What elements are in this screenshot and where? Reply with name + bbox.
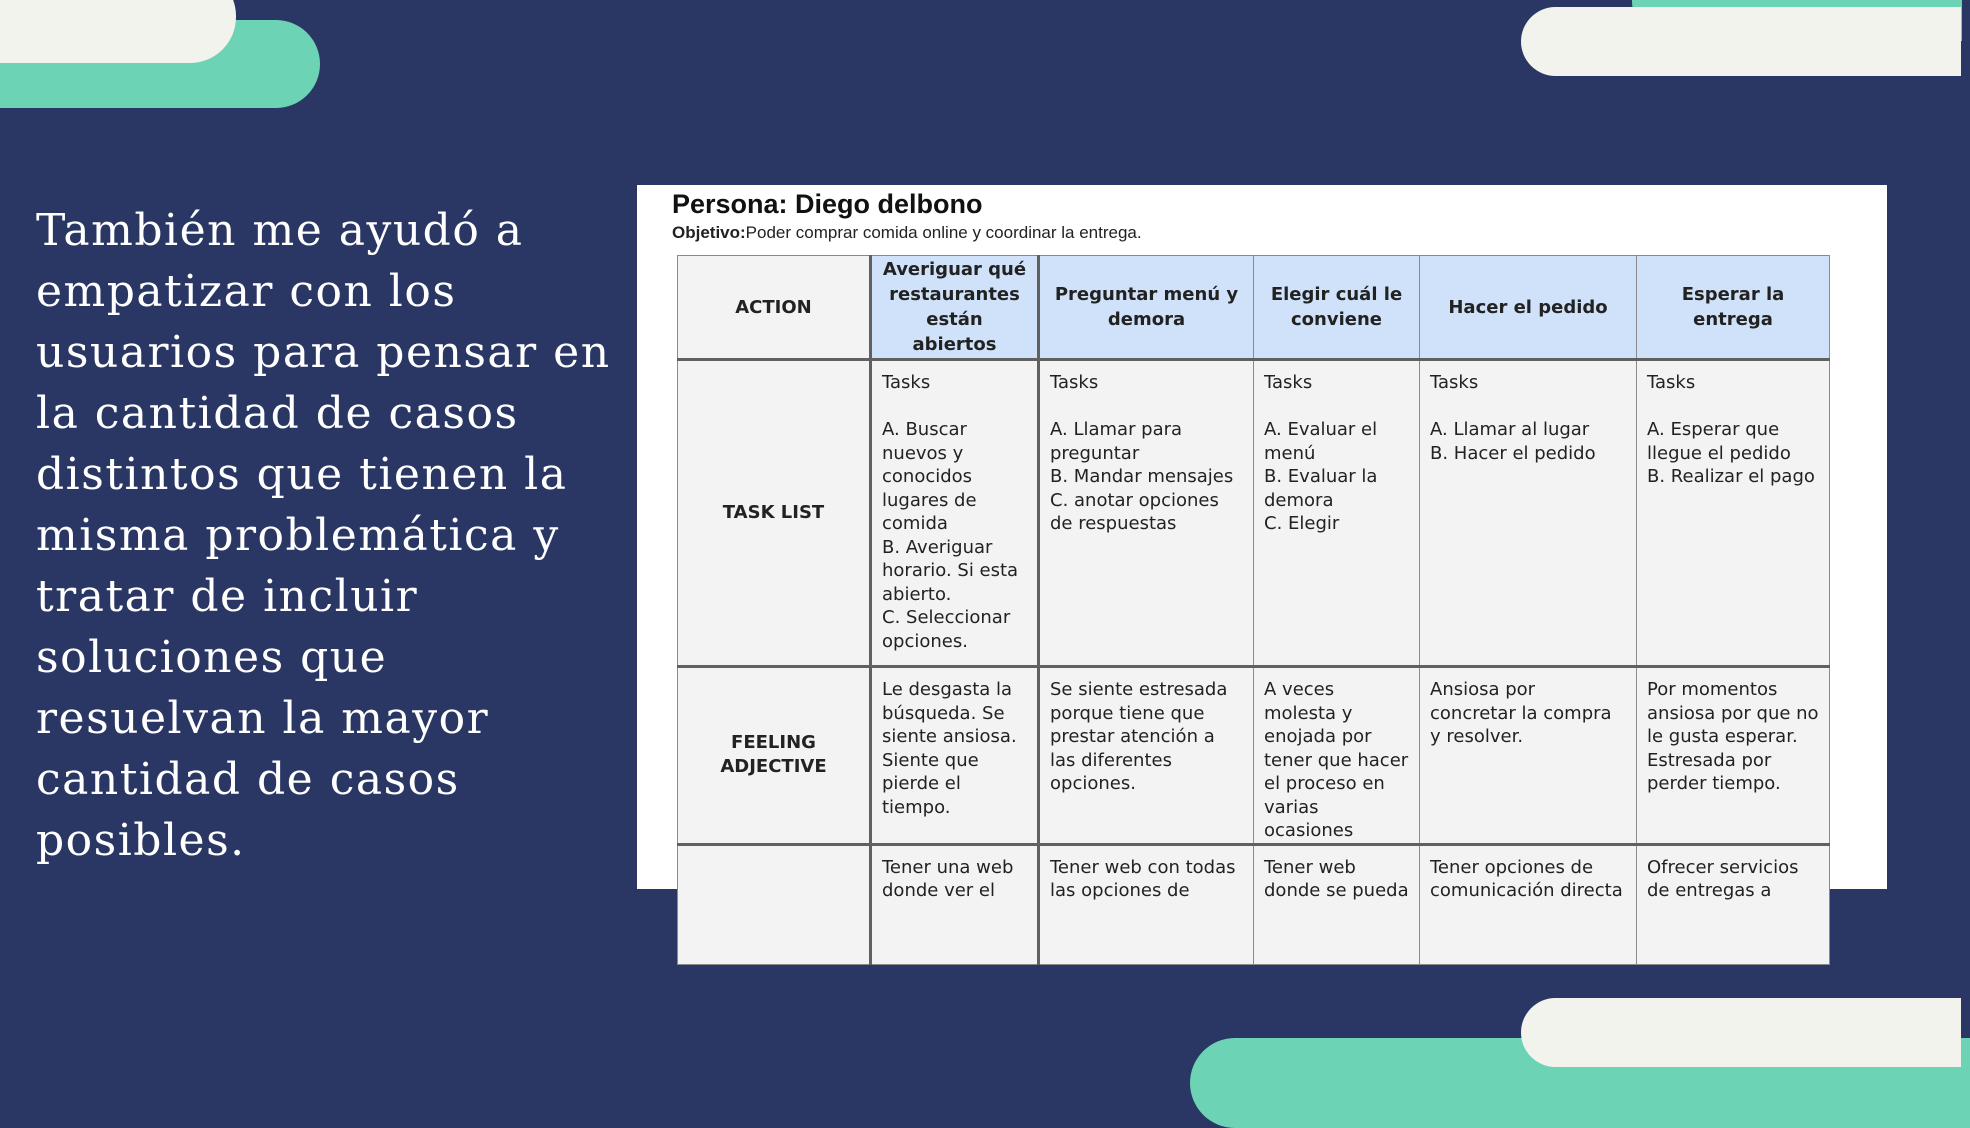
table-cell: Tasks A. Buscar nuevos y conocidos lugares de comida B. Averiguar horario. Si esta abierto. C. Seleccionar opciones.	[871, 360, 1039, 667]
table-cell: Tener opciones de comunicación directa	[1420, 844, 1637, 964]
objective-text: Poder comprar comida online y coordinar la entrega.	[745, 223, 1142, 242]
decorative-shape-white-top-right	[1521, 7, 1961, 76]
table-header-row	[678, 256, 1830, 360]
column-header: Averiguar qué restaurantes están abiertos	[871, 256, 1039, 360]
persona-document-image	[637, 185, 1887, 901]
table-cell: Tasks A. Llamar para preguntar B. Mandar mensajes C. anotar opciones de respuestas	[1039, 360, 1254, 667]
table-cell: Tasks A. Esperar que llegue el pedido B. Realizar el pago	[1637, 360, 1830, 667]
slide-body-text: También me ayudó a empatizar con los usuarios para pensar en la cantidad de casos distintos que tienen la misma problemática y tratar de incluir soluciones que resuelvan la mayor cantidad de casos posibles.	[36, 205, 611, 866]
table-cell: Tener web con todas las opciones de	[1039, 844, 1254, 964]
table-cell: Ofrecer servicios de entregas a	[1637, 844, 1830, 964]
table-cell: Ansiosa por concretar la compra y resolver.	[1420, 667, 1637, 845]
row-label-opportunities	[678, 844, 871, 964]
objective-label: Objetivo:	[672, 223, 746, 242]
table-cell: A veces molesta y enojada por tener que hacer el proceso en varias ocasiones	[1254, 667, 1420, 845]
decorative-shape-white-bottom-right	[1521, 998, 1961, 1067]
table-cell: Tener web donde se pueda	[1254, 844, 1420, 964]
table-row	[678, 360, 1830, 667]
journey-map-table	[677, 255, 1830, 965]
table-cell: Tasks A. Llamar al lugar B. Hacer el pedido	[1420, 360, 1637, 667]
decorative-shape-white-top-left	[0, 0, 236, 63]
table-row	[678, 844, 1830, 964]
column-header: Elegir cuál le conviene	[1254, 256, 1420, 360]
table-cell: Tasks A. Evaluar el menú B. Evaluar la demora C. Elegir	[1254, 360, 1420, 667]
table-cell: Le desgasta la búsqueda. Se siente ansiosa. Siente que pierde el tiempo.	[871, 667, 1039, 845]
row-label-task-list: TASK LIST	[678, 360, 871, 667]
column-header: Preguntar menú y demora	[1039, 256, 1254, 360]
header-action-label: ACTION	[678, 256, 871, 360]
row-label-feeling-adjective: FEELING ADJECTIVE	[678, 667, 871, 845]
table-cell: Tener una web donde ver el	[871, 844, 1039, 964]
table-cell: Se siente estresada porque tiene que prestar atención a las diferentes opciones.	[1039, 667, 1254, 845]
column-header: Hacer el pedido	[1420, 256, 1637, 360]
table-row	[678, 667, 1830, 845]
column-header: Esperar la entrega	[1637, 256, 1830, 360]
persona-objective	[672, 223, 1142, 243]
table-cell: Por momentos ansiosa por que no le gusta esperar. Estresada por perder tiempo.	[1637, 667, 1830, 845]
persona-title: Persona: Diego delbono	[672, 189, 983, 219]
